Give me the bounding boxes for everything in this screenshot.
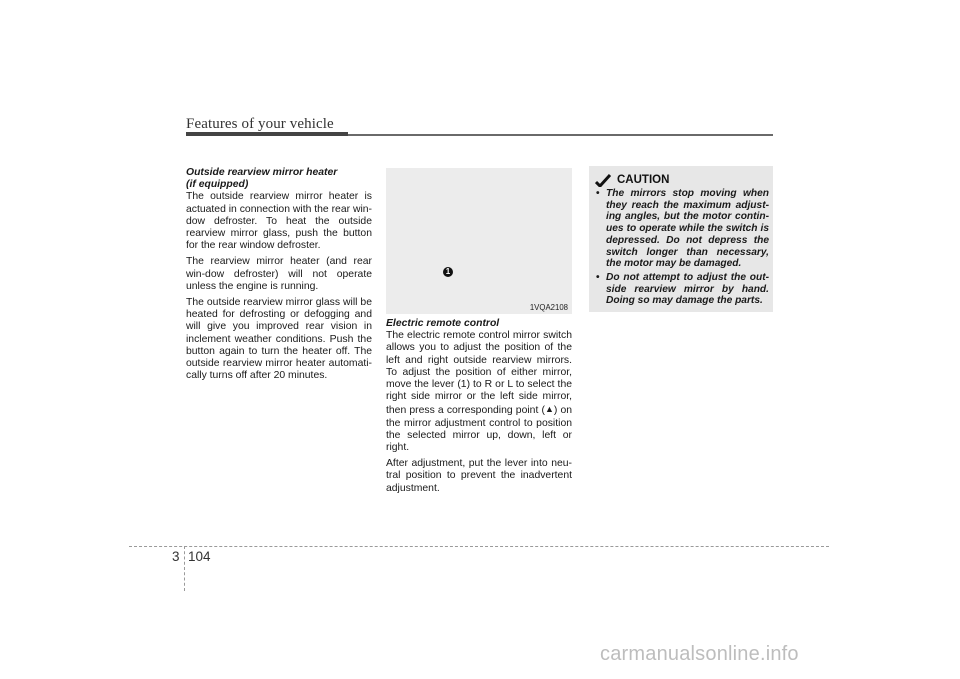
header-rule-dark xyxy=(186,132,348,136)
header-rule xyxy=(348,134,773,136)
page-number: 104 xyxy=(188,549,211,564)
remote-title: Electric remote control xyxy=(386,318,500,329)
mirror-control-figure xyxy=(386,168,572,314)
figure-code: 1VQA2108 xyxy=(529,303,568,312)
caution-item-2: • Do not attempt to adjust the out-side rearview mirror by hand. Doing so may damage the parts. xyxy=(595,272,769,307)
remote-paragraph-1 xyxy=(386,330,572,454)
heater-paragraph-3: The outside rearview mirror glass will be heated for defrosting or defogging and will give you improved rear vision in inclement weather conditions. Push the button again to turn the heater off. The outside rearview mirror heater automati-cally turns off after 20 minutes. xyxy=(186,297,372,382)
chapter-number: 3 xyxy=(172,549,180,564)
caution-item-1: • The mirrors stop moving when they reach the maximum adjust-ing angles, but the motor contin-ues to operate while the switch is depressed. Do not depress the switch longer than necessary, the motor may be damaged. xyxy=(595,188,769,270)
triangle-up-icon: ▲ xyxy=(544,404,554,415)
remote-paragraph-2: After adjustment, put the lever into neu-tral position to prevent the inadvertent adjustment. xyxy=(386,458,572,494)
heater-paragraph-1: The outside rearview mirror heater is actuated in connection with the rear win-dow defroster. To heat the outside rearview mirror glass, push the button for the rear window defroster. xyxy=(186,191,372,252)
remote-paragraph-1-start: The electric remote control mirror switch allows you to adjust the position of the left and right outside rearview mirrors. To adjust the position of either mirror, move the lever (1) to R or L to select the right side mirror or the left side mirror, then press a corresponding point ( xyxy=(386,330,572,417)
watermark: carmanualsonline.info xyxy=(600,643,799,665)
remote-control-section xyxy=(386,318,572,499)
caution-title: CAUTION xyxy=(617,174,670,186)
section-header-title: Features of your vehicle xyxy=(186,116,334,132)
caution-header xyxy=(595,173,669,187)
footer-rule xyxy=(129,546,829,547)
caution-box xyxy=(589,166,773,312)
footer-vertical-rule xyxy=(184,546,185,591)
pencil-check-icon xyxy=(595,173,611,187)
callout-marker: 1 xyxy=(443,267,453,277)
heater-title: Outside rearview mirror heater xyxy=(186,167,338,178)
heater-section xyxy=(186,167,372,386)
remote-paragraph-1-end: ) on the mirror adjustment control to position the selected mirror up, down, left or right. xyxy=(386,405,573,454)
heater-title-sub: (if equipped) xyxy=(186,179,249,191)
heater-paragraph-2: The rearview mirror heater (and rear win-dow defroster) will not operate unless the engine is running. xyxy=(186,256,372,292)
caution-list xyxy=(595,188,769,309)
